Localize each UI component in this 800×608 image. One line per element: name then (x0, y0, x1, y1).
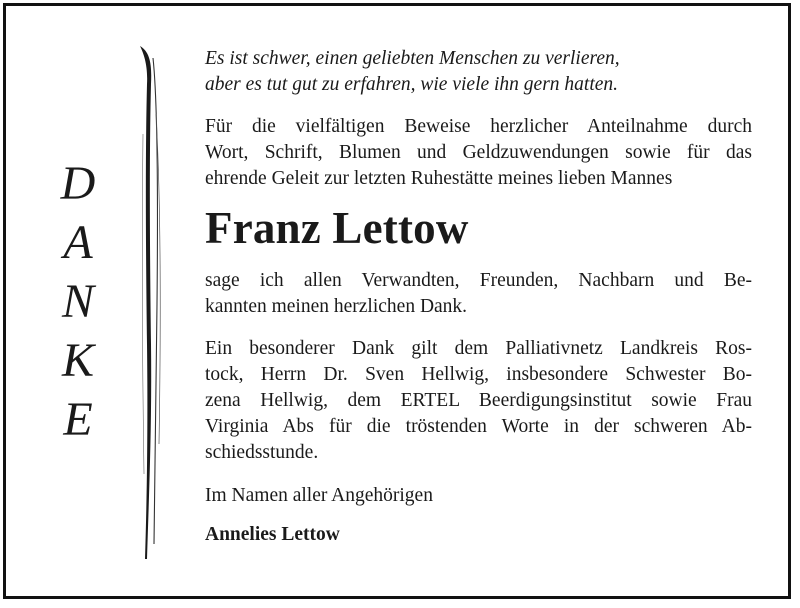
special-thanks-line: Virginia Abs für die tröstenden Worte in der schweren Ab- (205, 416, 752, 437)
intro-paragraph (205, 114, 752, 192)
danke-letter: D (60, 157, 96, 210)
danke-letter: N (61, 275, 94, 328)
intro-line: Für die vielfältigen Beweise herzlicher Anteilnahme durch (205, 116, 752, 137)
thanks-line: kannten meinen herzlichen Dank. (205, 296, 468, 317)
special-thanks-line: tock, Herrn Dr. Sven Hellwig, insbesondere Schwester Bo- (205, 364, 752, 385)
special-thanks-line: Ein besonderer Dank gilt dem Palliativnetz Landkreis Ros- (205, 338, 752, 359)
intro-line: Wort, Schrift, Blumen und Geldzuwendungen sowie für das (205, 142, 752, 163)
quote-line: aber es tut gut zu erfahren, wie viele ihn gern hatten. (205, 74, 619, 95)
quote-line: Es ist schwer, einen geliebten Menschen zu verlieren, (205, 48, 620, 69)
danke-letter: E (63, 393, 93, 446)
intro-line: ehrende Geleit zur letzten Ruhestätte meines lieben Mannes (205, 168, 673, 189)
danke-heading (54, 154, 102, 449)
announcement-frame (3, 3, 791, 599)
danke-letter: A (63, 216, 93, 269)
opening-quote (205, 46, 752, 98)
thanks-paragraph (205, 268, 752, 320)
special-thanks-line: schiedsstunde. (205, 442, 319, 463)
thanks-line: sage ich allen Verwandten, Freunden, Nachbarn und Be- (205, 270, 752, 291)
message-content (205, 46, 752, 548)
signature-name: Annelies Lettow (205, 524, 340, 545)
closing-line: Im Namen aller Angehörigen (205, 485, 433, 506)
special-thanks-line: zena Hellwig, dem ERTEL Beerdigungsinstitut sowie Frau (205, 390, 752, 411)
deceased-name: Franz Lettow (205, 203, 469, 253)
decorative-stroke-ornament (134, 44, 168, 564)
special-thanks-paragraph (205, 336, 752, 466)
danke-letter: K (61, 334, 94, 387)
